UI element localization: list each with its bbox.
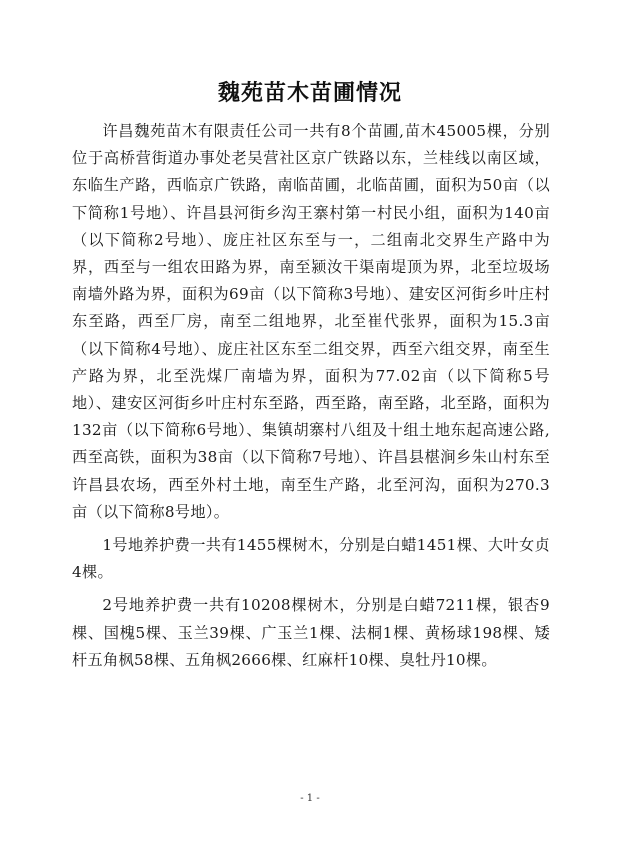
- paragraph-overview: 许昌魏苑苗木有限责任公司一共有8个苗圃,苗木45005棵，分别位于高桥营街道办事处老吴营社区京广铁路以东，兰桂线以南区域，东临生产路，西临京广铁路，南临苗圃，北临苗圃，面积为50亩（以下简称1号地）、许昌县河街乡沟王寨村第一村民小组，面积为140亩（以下简称2号地）、庞庄社区东至与一，二组南北交界生产路中为界，西至与一组农田路为界，南至颍汝干渠南堤顶为界，北至垃圾场南墙外路为界，面积为69亩（以下简称3号地）、建安区河街乡叶庄村东至路，西至厂房，南至二组地界，北至崔代张界，面积为15.3亩（以下简称4号地）、庞庄社区东至二组交界，西至六组交界，南至生产路为界，北至洗煤厂南墙为界，面积为77.02亩（以下简称5号地）、建安区河街乡叶庄村东至路，西至路，南至路，北至路，面积为132亩（以下简称6号地）、集镇胡寨村八组及十组土地东起高速公路,西至高铁，面积为38亩（以下简称7号地）、许昌县椹涧乡朱山村东至许昌县农场，西至外村土地，南至生产路，北至河沟，面积为270.3亩（以下简称8号地）。: [72, 122, 550, 521]
- paragraph-plot-2: 2号地养护费一共有10208棵树木，分别是白蜡7211棵，银杏9棵、国槐5棵、玉兰39棵、广玉兰1棵、法桐1棵、黄杨球198棵、矮杆五角枫58棵、五角枫2666棵、红麻杆10棵、臭牡丹10棵。: [72, 596, 550, 669]
- paragraph-plot-1: 1号地养护费一共有1455棵树木，分别是白蜡1451棵、大叶女贞4棵。: [72, 536, 550, 582]
- document-body: [72, 118, 550, 680]
- document-title: 魏苑苗木苗圃情况: [217, 81, 402, 106]
- page-number: - 1 -: [300, 793, 320, 804]
